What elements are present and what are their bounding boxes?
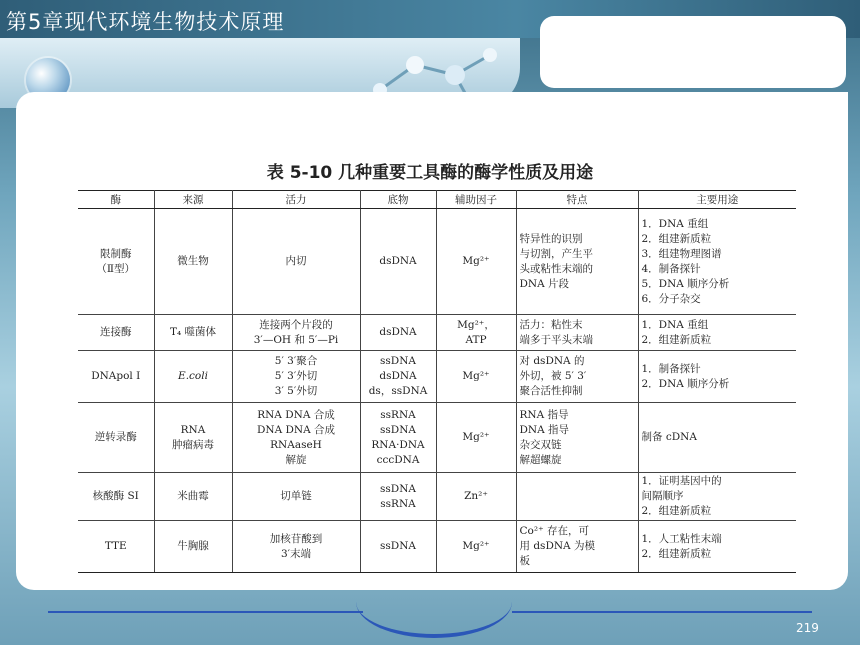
- cell-line: 1．人工粘性末端: [641, 532, 722, 545]
- source-cell: [154, 521, 232, 573]
- cell-line: 聚合活性抑制: [519, 385, 583, 397]
- cell-line: 杂交双链: [519, 438, 562, 451]
- cell-line: 头或粘性末端的: [519, 262, 593, 275]
- cell-line: 1．证明基因中的: [641, 475, 722, 487]
- cell-line: 3′—OH 和 5′—Pi: [253, 333, 339, 346]
- cell-line: 肿瘤病毒: [172, 438, 214, 451]
- cell-line: DNA 指导: [519, 423, 570, 436]
- enzyme-cell: [78, 351, 154, 403]
- column-header: 特点: [516, 191, 638, 209]
- cell-line: 1．DNA 重组: [641, 217, 709, 230]
- cell-line: 3′末端: [280, 547, 312, 560]
- cell-line: 加核苷酸到: [269, 532, 323, 545]
- source-cell: [154, 315, 232, 351]
- cell-line: ssDNA: [380, 482, 416, 495]
- feature-cell: [516, 351, 638, 403]
- cell-line: 连接两个片段的: [259, 318, 333, 331]
- substrate-cell: [360, 403, 436, 473]
- source-cell: [154, 209, 232, 315]
- cell-line: 逆转录酶: [94, 431, 137, 443]
- enzyme-table: [78, 190, 796, 573]
- activity-cell: [232, 315, 360, 351]
- enzyme-cell: [78, 521, 154, 573]
- cell-line: Mg²⁺: [462, 255, 490, 267]
- cell-line: RNA: [180, 423, 206, 436]
- cell-line: 1．制备探针: [641, 362, 701, 375]
- cofactor-cell: [436, 209, 516, 315]
- cell-line: 连接酶: [100, 326, 132, 338]
- cell-line: RNAaseH: [270, 438, 322, 451]
- cell-line: 用 dsDNA 为模: [519, 540, 595, 552]
- column-header: 辅助因子: [436, 191, 516, 209]
- cell-line: 牛胸腺: [177, 540, 209, 552]
- table-row: [78, 403, 796, 473]
- usage-cell: [638, 315, 796, 351]
- cell-line: cccDNA: [376, 453, 420, 466]
- cell-line: 2．组建新质粒: [641, 505, 712, 517]
- table-header-row: [78, 191, 796, 209]
- cell-line: DNApol Ⅰ: [91, 370, 141, 382]
- activity-cell: [232, 521, 360, 573]
- cell-line: Zn²⁺: [464, 490, 488, 502]
- cell-line: （Ⅱ型）: [96, 262, 136, 275]
- substrate-cell: [360, 209, 436, 315]
- footer-divider-left: [48, 611, 363, 613]
- cell-line: Mg²⁺: [462, 431, 490, 443]
- cell-line: ssDNA: [380, 423, 416, 436]
- cell-line: 1．DNA 重组: [641, 318, 709, 331]
- cell-line: 板: [519, 555, 530, 567]
- feature-cell: [516, 521, 638, 573]
- cell-line: ds，ssDNA: [368, 385, 428, 397]
- usage-cell: [638, 351, 796, 403]
- enzyme-cell: [78, 403, 154, 473]
- table-row: [78, 315, 796, 351]
- top-right-panel: [540, 16, 846, 88]
- substrate-cell: [360, 315, 436, 351]
- column-header: 来源: [154, 191, 232, 209]
- activity-cell: [232, 351, 360, 403]
- column-header: 底物: [360, 191, 436, 209]
- cell-line: Mg²⁺: [462, 370, 490, 382]
- cell-line: ssRNA: [380, 408, 416, 421]
- cell-line: 核酸酶 SⅠ: [92, 490, 139, 502]
- enzyme-cell: [78, 473, 154, 521]
- feature-cell: [516, 473, 638, 521]
- slide-title: 第5章现代环境生物技术原理: [6, 10, 285, 34]
- source-cell: [154, 473, 232, 521]
- cell-line: 5′ 3′外切: [274, 370, 318, 382]
- cell-line: 2．组建新质粒: [641, 232, 712, 245]
- activity-cell: [232, 473, 360, 521]
- cell-line: Co²⁺ 存在，可: [519, 525, 589, 537]
- cofactor-cell: [436, 521, 516, 573]
- cell-line: T₄ 噬菌体: [169, 326, 217, 338]
- cell-line: DNA DNA 合成: [256, 423, 336, 436]
- feature-cell: [516, 315, 638, 351]
- source-cell: [154, 403, 232, 473]
- cell-line: ssDNA: [380, 355, 416, 367]
- cofactor-cell: [436, 403, 516, 473]
- cell-line: 5．DNA 顺序分析: [641, 277, 730, 290]
- page-number: 219: [796, 621, 819, 635]
- activity-cell: [232, 209, 360, 315]
- table-row: [78, 473, 796, 521]
- cell-line: 内切: [285, 255, 307, 267]
- cell-line: ssRNA: [380, 497, 416, 510]
- cell-line: 2．组建新质粒: [641, 547, 712, 560]
- cofactor-cell: [436, 473, 516, 521]
- cell-line: RNA·DNA: [371, 438, 425, 451]
- cell-line: 外切，被 5′ 3′: [519, 370, 587, 382]
- cell-line: 端多于平头末端: [519, 333, 593, 346]
- cell-line: RNA DNA 合成: [257, 408, 335, 421]
- cell-line: 特异性的识别: [519, 232, 583, 245]
- cell-line: ssDNA: [380, 540, 416, 552]
- cell-line: 米曲霉: [177, 490, 209, 502]
- usage-cell: [638, 473, 796, 521]
- cell-line: Mg²⁺，: [457, 318, 495, 331]
- cell-line: TTE: [104, 540, 127, 552]
- activity-cell: [232, 403, 360, 473]
- column-header: 活力: [232, 191, 360, 209]
- column-header: 酶: [78, 191, 154, 209]
- table-row: [78, 351, 796, 403]
- cell-line: dsDNA: [379, 370, 417, 382]
- usage-cell: [638, 403, 796, 473]
- enzyme-cell: [78, 315, 154, 351]
- feature-cell: [516, 403, 638, 473]
- cell-line: ATP: [465, 333, 487, 346]
- cofactor-cell: [436, 351, 516, 403]
- table-body: [78, 209, 796, 573]
- cell-line: 6．分子杂交: [641, 292, 701, 305]
- cell-line: 切单链: [280, 490, 312, 502]
- cell-line: Mg²⁺: [462, 540, 490, 552]
- enzyme-cell: [78, 209, 154, 315]
- column-header: 主要用途: [638, 191, 796, 209]
- table-row: [78, 521, 796, 573]
- cofactor-cell: [436, 315, 516, 351]
- cell-line: DNA 片段: [519, 277, 570, 290]
- cell-line: 3′ 5′外切: [274, 385, 318, 397]
- substrate-cell: [360, 351, 436, 403]
- table-row: [78, 209, 796, 315]
- cell-line: 对 dsDNA 的: [519, 355, 585, 367]
- cell-line: 制备 cDNA: [641, 431, 697, 443]
- cell-line: 微生物: [177, 255, 209, 267]
- usage-cell: [638, 521, 796, 573]
- cell-line: RNA 指导: [519, 408, 569, 421]
- source-cell: [154, 351, 232, 403]
- footer-divider-right: [512, 611, 812, 613]
- cell-line: 解超螺旋: [519, 453, 562, 466]
- cell-line: 4．制备探针: [641, 262, 701, 275]
- substrate-cell: [360, 521, 436, 573]
- cell-line: 活力：粘性末: [519, 318, 583, 331]
- feature-cell: [516, 209, 638, 315]
- cell-line: 间隔顺序: [641, 490, 684, 502]
- cell-line: E.coli: [178, 370, 208, 382]
- footer-arc: [356, 598, 512, 638]
- cell-line: dsDNA: [379, 326, 417, 338]
- cell-line: 与切割，产生平: [519, 247, 593, 260]
- usage-cell: [638, 209, 796, 315]
- cell-line: 3．组建物理图谱: [641, 247, 722, 260]
- substrate-cell: [360, 473, 436, 521]
- cell-line: 5′ 3′聚合: [274, 355, 318, 367]
- cell-line: 2．组建新质粒: [641, 333, 712, 346]
- cell-line: dsDNA: [379, 255, 417, 267]
- cell-line: 2．DNA 顺序分析: [641, 377, 730, 390]
- table-title: 表 5-10 几种重要工具酶的酶学性质及用途: [266, 163, 594, 183]
- cell-line: 解旋: [285, 453, 307, 466]
- cell-line: 限制酶: [100, 247, 132, 260]
